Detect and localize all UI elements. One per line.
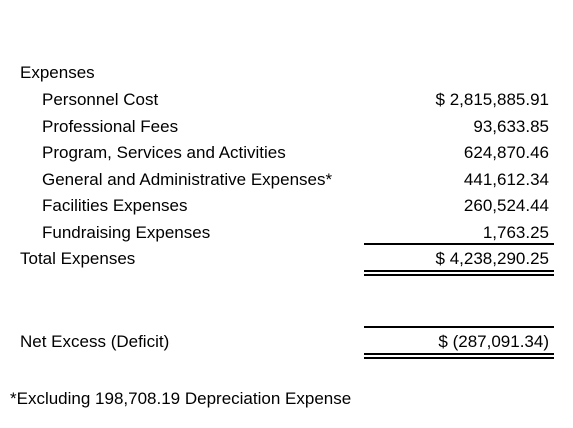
total-label: Total Expenses	[20, 249, 136, 268]
line-item-label: General and Administrative Expenses*	[42, 170, 333, 189]
line-item-amount: 93,633.85	[473, 117, 549, 136]
net-rule	[364, 326, 554, 328]
line-item-label: Personnel Cost	[42, 90, 159, 109]
line-item-label: Fundraising Expenses	[42, 223, 211, 242]
line-item-label: Professional Fees	[42, 117, 179, 136]
line-item-label: Program, Services and Activities	[42, 143, 286, 162]
line-item-amount: 260,524.44	[463, 196, 549, 215]
footnote: *Excluding 198,708.19 Depreciation Expense	[10, 389, 352, 408]
net-amount: $ (287,091.34)	[438, 332, 549, 351]
line-item-amount: 441,612.34	[463, 170, 549, 189]
net-double-rule-bottom	[364, 357, 554, 359]
total-double-rule-top	[364, 270, 554, 272]
line-item-amount: 1,763.25	[482, 223, 549, 242]
subtotal-rule	[364, 243, 554, 245]
total-amount: $ 4,238,290.25	[435, 249, 549, 268]
line-item-amount: 624,870.46	[463, 143, 549, 162]
line-item-label: Facilities Expenses	[42, 196, 188, 215]
net-label: Net Excess (Deficit)	[20, 332, 170, 351]
total-double-rule-bottom	[364, 274, 554, 276]
section-title: Expenses	[20, 63, 95, 82]
line-item-amount: $ 2,815,885.91	[435, 90, 549, 109]
net-double-rule-top	[364, 353, 554, 355]
